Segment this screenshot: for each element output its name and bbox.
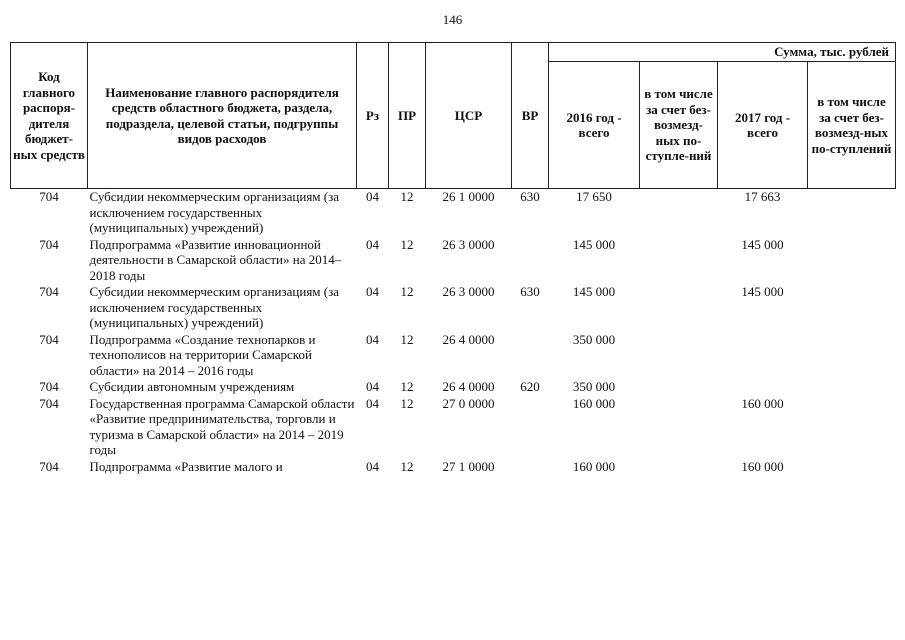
table-row bbox=[11, 237, 896, 285]
cell-kod: 704 bbox=[39, 189, 59, 204]
cell-name: Субсидии автономным учреждениям bbox=[89, 379, 295, 394]
table-row bbox=[11, 396, 896, 459]
header-2017-total: 2017 год - всего bbox=[718, 62, 808, 189]
cell-pr: 12 bbox=[400, 379, 414, 394]
header-rz: Рз bbox=[357, 43, 389, 189]
cell-2016-free bbox=[640, 396, 718, 459]
cell-csr: 26 4 0000 bbox=[442, 379, 495, 394]
cell-2016-free bbox=[640, 332, 718, 380]
cell-kod: 704 bbox=[39, 284, 59, 299]
cell-kod: 704 bbox=[39, 458, 59, 474]
cell-rz: 04 bbox=[366, 236, 379, 252]
cell-csr: 26 1 0000 bbox=[442, 189, 495, 204]
cell-2016-total: 17 650 bbox=[576, 189, 612, 204]
cell-2016-free bbox=[640, 459, 718, 476]
budget-table bbox=[10, 42, 896, 475]
cell-2016-free bbox=[640, 189, 718, 237]
cell-2017-total: 145 000 bbox=[741, 284, 784, 299]
cell-rz: 04 bbox=[366, 189, 379, 204]
cell-kod: 704 bbox=[39, 379, 59, 394]
cell-2017-free bbox=[808, 284, 896, 332]
cell-2017-total: 17 663 bbox=[744, 189, 781, 204]
cell-pr: 12 bbox=[400, 189, 414, 204]
page-number: 146 bbox=[442, 12, 463, 27]
cell-rz: 04 bbox=[366, 331, 379, 347]
cell-name: Субсидии некоммерческим организациям (за исключением государственных (муниципальных) учреждений) bbox=[89, 284, 340, 330]
header-vr: ВР bbox=[512, 43, 549, 189]
cell-2016-free bbox=[640, 284, 718, 332]
table-row bbox=[11, 284, 896, 332]
table-row bbox=[11, 379, 896, 396]
cell-2016-total: 160 000 bbox=[572, 458, 616, 474]
cell-kod: 704 bbox=[39, 236, 59, 252]
cell-pr: 12 bbox=[400, 284, 414, 299]
cell-pr: 12 bbox=[400, 458, 414, 474]
cell-2016-total: 145 000 bbox=[572, 236, 616, 252]
cell-vr bbox=[512, 459, 549, 476]
cell-vr: 630 bbox=[520, 189, 540, 204]
cell-2017-total bbox=[718, 332, 808, 380]
cell-2017-free bbox=[808, 189, 896, 237]
cell-2017-free bbox=[808, 379, 896, 396]
cell-2017-total bbox=[718, 379, 808, 396]
cell-2017-free bbox=[808, 396, 896, 459]
table-row bbox=[11, 189, 896, 237]
header-name: Наименование главного распорядителя средств областного бюджета, раздела, подраздела, целевой статьи, подгруппы видов расходов bbox=[88, 43, 357, 189]
cell-vr: 620 bbox=[520, 379, 540, 394]
cell-2017-total: 160 000 bbox=[741, 458, 784, 474]
cell-2016-total: 160 000 bbox=[572, 395, 616, 411]
cell-pr: 12 bbox=[400, 331, 414, 347]
cell-2016-free bbox=[640, 379, 718, 396]
cell-2017-total: 145 000 bbox=[741, 236, 784, 252]
cell-kod: 704 bbox=[39, 331, 59, 347]
header-sum: Сумма, тыс. рублей bbox=[549, 43, 896, 62]
cell-2017-free bbox=[808, 459, 896, 476]
table-row bbox=[11, 459, 896, 476]
cell-rz: 04 bbox=[366, 379, 379, 394]
cell-csr: 26 4 0000 bbox=[442, 331, 495, 347]
cell-csr: 26 3 0000 bbox=[442, 236, 495, 252]
cell-csr: 26 3 0000 bbox=[442, 284, 495, 299]
header-csr: ЦСР bbox=[426, 43, 512, 189]
cell-pr: 12 bbox=[400, 395, 414, 411]
table-row bbox=[11, 332, 896, 380]
cell-2017-total: 160 000 bbox=[741, 395, 784, 411]
cell-2016-total: 350 000 bbox=[572, 379, 616, 394]
cell-name: Субсидии некоммерческим организациям (за исключением государственных (муниципальных) учреждений) bbox=[89, 189, 340, 235]
cell-2016-total: 350 000 bbox=[572, 331, 616, 347]
cell-csr: 27 1 0000 bbox=[442, 458, 495, 474]
cell-rz: 04 bbox=[366, 284, 379, 299]
cell-pr: 12 bbox=[400, 236, 414, 252]
cell-name: Государственная программа Самарской области «Развитие предпринимательства, торговли и туризма в Самарской области» на 2014 – 2019 годы bbox=[89, 395, 355, 457]
cell-name: Подпрограмма «Развитие малого и bbox=[89, 458, 283, 474]
cell-csr: 27 0 0000 bbox=[442, 395, 495, 411]
cell-2017-free bbox=[808, 237, 896, 285]
header-2017-free: в том числе за счет без-возмезд-ных по-ступлений bbox=[808, 62, 896, 189]
cell-name: Подпрограмма «Развитие инновационной деятельности в Самарской области» на 2014–2018 годы bbox=[89, 236, 342, 283]
cell-vr: 630 bbox=[520, 284, 540, 299]
cell-rz: 04 bbox=[366, 458, 379, 474]
cell-vr bbox=[512, 396, 549, 459]
header-2016-total: 2016 год - всего bbox=[549, 62, 640, 189]
header-kod: Код главного распоря-дителя бюджет-ных средств bbox=[11, 43, 88, 189]
cell-name: Подпрограмма «Создание технопарков и технополисов на территории Самарской области» на 2014 – 2016 годы bbox=[89, 331, 316, 378]
cell-2016-free bbox=[640, 237, 718, 285]
cell-kod: 704 bbox=[39, 395, 59, 411]
cell-vr bbox=[512, 237, 549, 285]
header-2016-free: в том числе за счет без-возмезд-ных по-ступле-ний bbox=[640, 62, 718, 189]
header-pr: ПР bbox=[389, 43, 426, 189]
cell-2017-free bbox=[808, 332, 896, 380]
cell-rz: 04 bbox=[366, 395, 379, 411]
cell-2016-total: 145 000 bbox=[572, 284, 616, 299]
cell-vr bbox=[512, 332, 549, 380]
